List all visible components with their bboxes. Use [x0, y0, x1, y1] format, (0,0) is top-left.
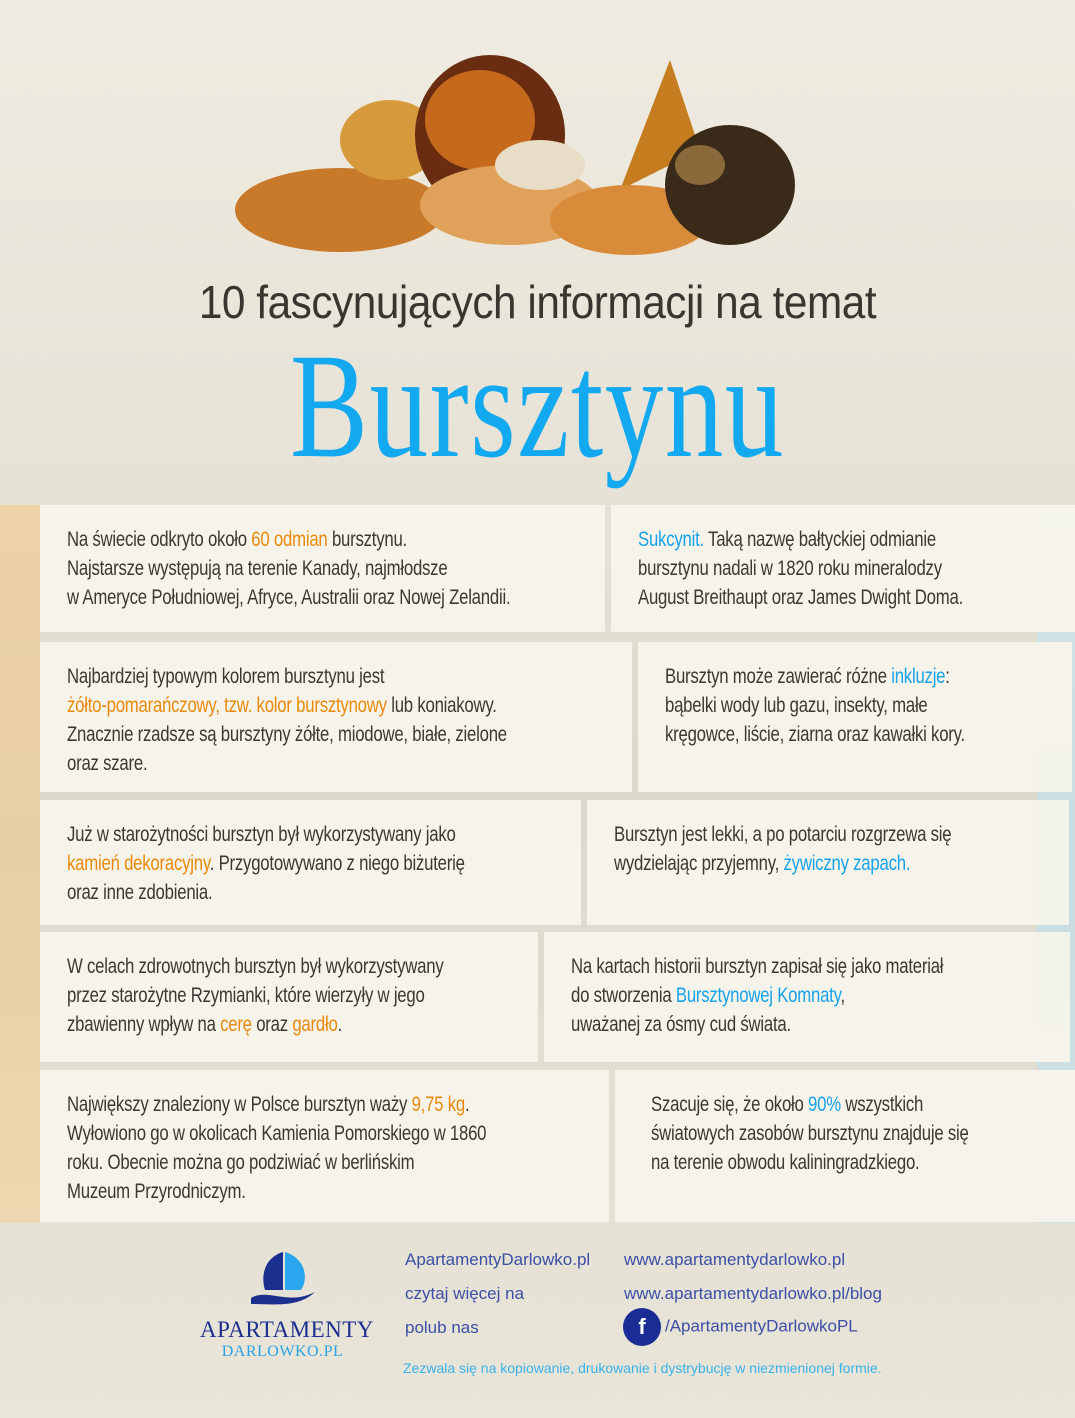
fact-text: Znacznie rzadsze są bursztyny żółte, miodowe, białe, zielone: [67, 722, 507, 746]
footer: [0, 1240, 1075, 1418]
copyright-note: Zezwala się na kopiowanie, drukowanie i dystrybucję w niezmienionej formie.: [403, 1360, 882, 1376]
fact-line: [67, 1148, 473, 1177]
footer-label-like: polub nas: [405, 1318, 479, 1337]
highlight-text: cerę: [220, 1012, 252, 1036]
highlight-text: 90%: [808, 1092, 841, 1116]
highlight-text: 9,75 kg: [411, 1092, 465, 1116]
fact-line: [67, 662, 491, 691]
fact-line: [638, 525, 963, 554]
fact-line: [665, 662, 965, 691]
website-link[interactable]: www.apartamentydarlowko.pl: [624, 1250, 846, 1269]
fact-text: oraz inne zdobienia.: [67, 880, 213, 904]
fact-box-4: [638, 642, 1072, 792]
fact-box-8: [544, 932, 1070, 1062]
fact-text: . Przygotowywano z niego biżuterię: [209, 851, 465, 875]
fact-text: bursztynu.: [327, 527, 407, 551]
fact-line: [651, 1090, 969, 1119]
facebook-icon: f: [623, 1308, 661, 1346]
highlight-text: inkluzje: [891, 664, 946, 688]
company-logo[interactable]: [200, 1248, 374, 1361]
fact-text: Muzeum Przyrodniczym.: [67, 1179, 246, 1203]
fact-line: [638, 554, 963, 583]
fact-line: [67, 583, 511, 612]
fact-text: oraz: [251, 1012, 293, 1036]
fact-text: w Ameryce Południowej, Afryce, Australii oraz Nowej Zelandii.: [67, 585, 511, 609]
amber-stones-image: [230, 40, 830, 255]
highlight-text: Bursztynowej Komnaty: [675, 983, 841, 1007]
fact-line: [67, 749, 491, 778]
highlight-text: Sukcynit.: [638, 527, 704, 551]
fact-line: [67, 554, 469, 583]
fact-line: [67, 1177, 473, 1206]
fact-line: [571, 981, 943, 1010]
fact-line: [67, 1010, 417, 1039]
footer-label-read-more: czytaj więcej na: [405, 1284, 525, 1303]
fact-line: [571, 952, 943, 981]
fact-text: oraz szare.: [67, 751, 148, 775]
fact-text: August Breithaupt oraz James Dwight Doma.: [638, 585, 964, 609]
fact-box-5: [40, 800, 581, 925]
fact-line: [638, 583, 963, 612]
fact-text: Bursztyn może zawierać różne: [665, 664, 892, 688]
fact-box-1: [40, 505, 605, 632]
fact-text: ,: [840, 983, 845, 1007]
fact-box-2: [611, 505, 1075, 632]
fact-text: Już w starożytności bursztyn był wykorzystywany jako: [67, 822, 456, 846]
fact-line: [67, 820, 456, 849]
fact-text: Wyłowiono go w okolicach Kamienia Pomorskiego w 1860: [67, 1121, 487, 1145]
highlight-text: kamień dekoracyjny: [67, 851, 210, 875]
highlight-text: 60 odmian: [251, 527, 328, 551]
page-title: Bursztynu: [289, 323, 786, 489]
fact-line: [67, 1090, 473, 1119]
fact-text: W celach zdrowotnych bursztyn był wykorzystywany: [67, 954, 444, 978]
fact-text: Najbardziej typowym kolorem bursztynu jest: [67, 664, 385, 688]
fact-text: .: [337, 1012, 342, 1036]
fact-line: [571, 1010, 943, 1039]
fact-text: lub koniakowy.: [386, 693, 497, 717]
fact-text: Bursztyn jest lekki, a po potarciu rozgrzewa się: [614, 822, 952, 846]
fact-text: zbawienny wpływ na: [67, 1012, 221, 1036]
logo-line-2: DARLOWKO.PL: [221, 1343, 344, 1360]
subtitle: 10 fascynujących informacji na temat: [198, 276, 877, 328]
fact-box-7: [40, 932, 538, 1062]
fact-line: [67, 981, 425, 1010]
fact-line: [665, 691, 965, 720]
fact-text: Na świecie odkryto około: [67, 527, 252, 551]
fact-text: światowych zasobów bursztynu znajduje się: [651, 1121, 969, 1145]
highlight-text: żółto-pomarańczowy, tzw. kolor bursztynowy: [67, 693, 387, 717]
facebook-handle: /ApartamentyDarlowkoPL: [665, 1316, 858, 1336]
fact-line: [67, 849, 465, 878]
fact-line: [67, 1119, 487, 1148]
fact-text: na terenie obwodu kaliningradzkiego.: [651, 1150, 920, 1174]
fact-line: [651, 1119, 969, 1148]
fact-line: [614, 820, 951, 849]
highlight-text: gardło: [292, 1012, 338, 1036]
fact-text: bursztynu nadali w 1820 roku mineralodzy: [638, 556, 942, 580]
fact-text: Szacuje się, że około: [651, 1092, 809, 1116]
fact-box-3: [40, 642, 632, 792]
fact-text: kręgowce, liście, ziarna oraz kawałki kory.: [665, 722, 965, 746]
fact-text: uważanej za ósmy cud świata.: [571, 1012, 791, 1036]
fact-line: [67, 952, 444, 981]
fact-text: Największy znaleziony w Polsce bursztyn waży: [67, 1092, 412, 1116]
fact-line: [651, 1148, 969, 1177]
fact-box-9: [40, 1070, 609, 1222]
fact-line: [665, 720, 965, 749]
fact-text: Na kartach historii bursztyn zapisał się jako materiał: [571, 954, 944, 978]
fact-line: [67, 878, 451, 907]
fact-line: [67, 720, 507, 749]
fact-text: .: [464, 1092, 470, 1116]
fact-text: :: [945, 664, 950, 688]
fact-text: wydzielając przyjemny,: [614, 851, 784, 875]
fact-text: Taką nazwę bałtyckiej odmianie: [703, 527, 936, 551]
sailboat-icon: [243, 1248, 323, 1308]
fact-box-6: [587, 800, 1069, 925]
fact-text: Najstarsze występują na terenie Kanady, najmłodsze: [67, 556, 448, 580]
blog-link[interactable]: www.apartamentydarlowko.pl/blog: [624, 1284, 882, 1303]
fact-text: do stworzenia: [571, 983, 676, 1007]
fact-line: [67, 525, 469, 554]
fact-text: wszystkich: [840, 1092, 924, 1116]
fact-text: przez starożytne Rzymianki, które wierzyły w jego: [67, 983, 425, 1007]
footer-label-site: ApartamentyDarlowko.pl: [405, 1250, 591, 1269]
fact-text: bąbelki wody lub gazu, insekty, małe: [665, 693, 928, 717]
highlight-text: żywiczny zapach.: [783, 851, 911, 875]
fact-text: roku. Obecnie można go podziwiać w berlińskim: [67, 1150, 415, 1174]
fact-line: [67, 691, 497, 720]
fact-line: [614, 849, 951, 878]
facebook-link[interactable]: [623, 1308, 858, 1346]
left-decor-strip: [0, 505, 40, 1223]
fact-box-10: [615, 1070, 1075, 1222]
logo-line-1: APARTAMENTY: [200, 1317, 374, 1342]
